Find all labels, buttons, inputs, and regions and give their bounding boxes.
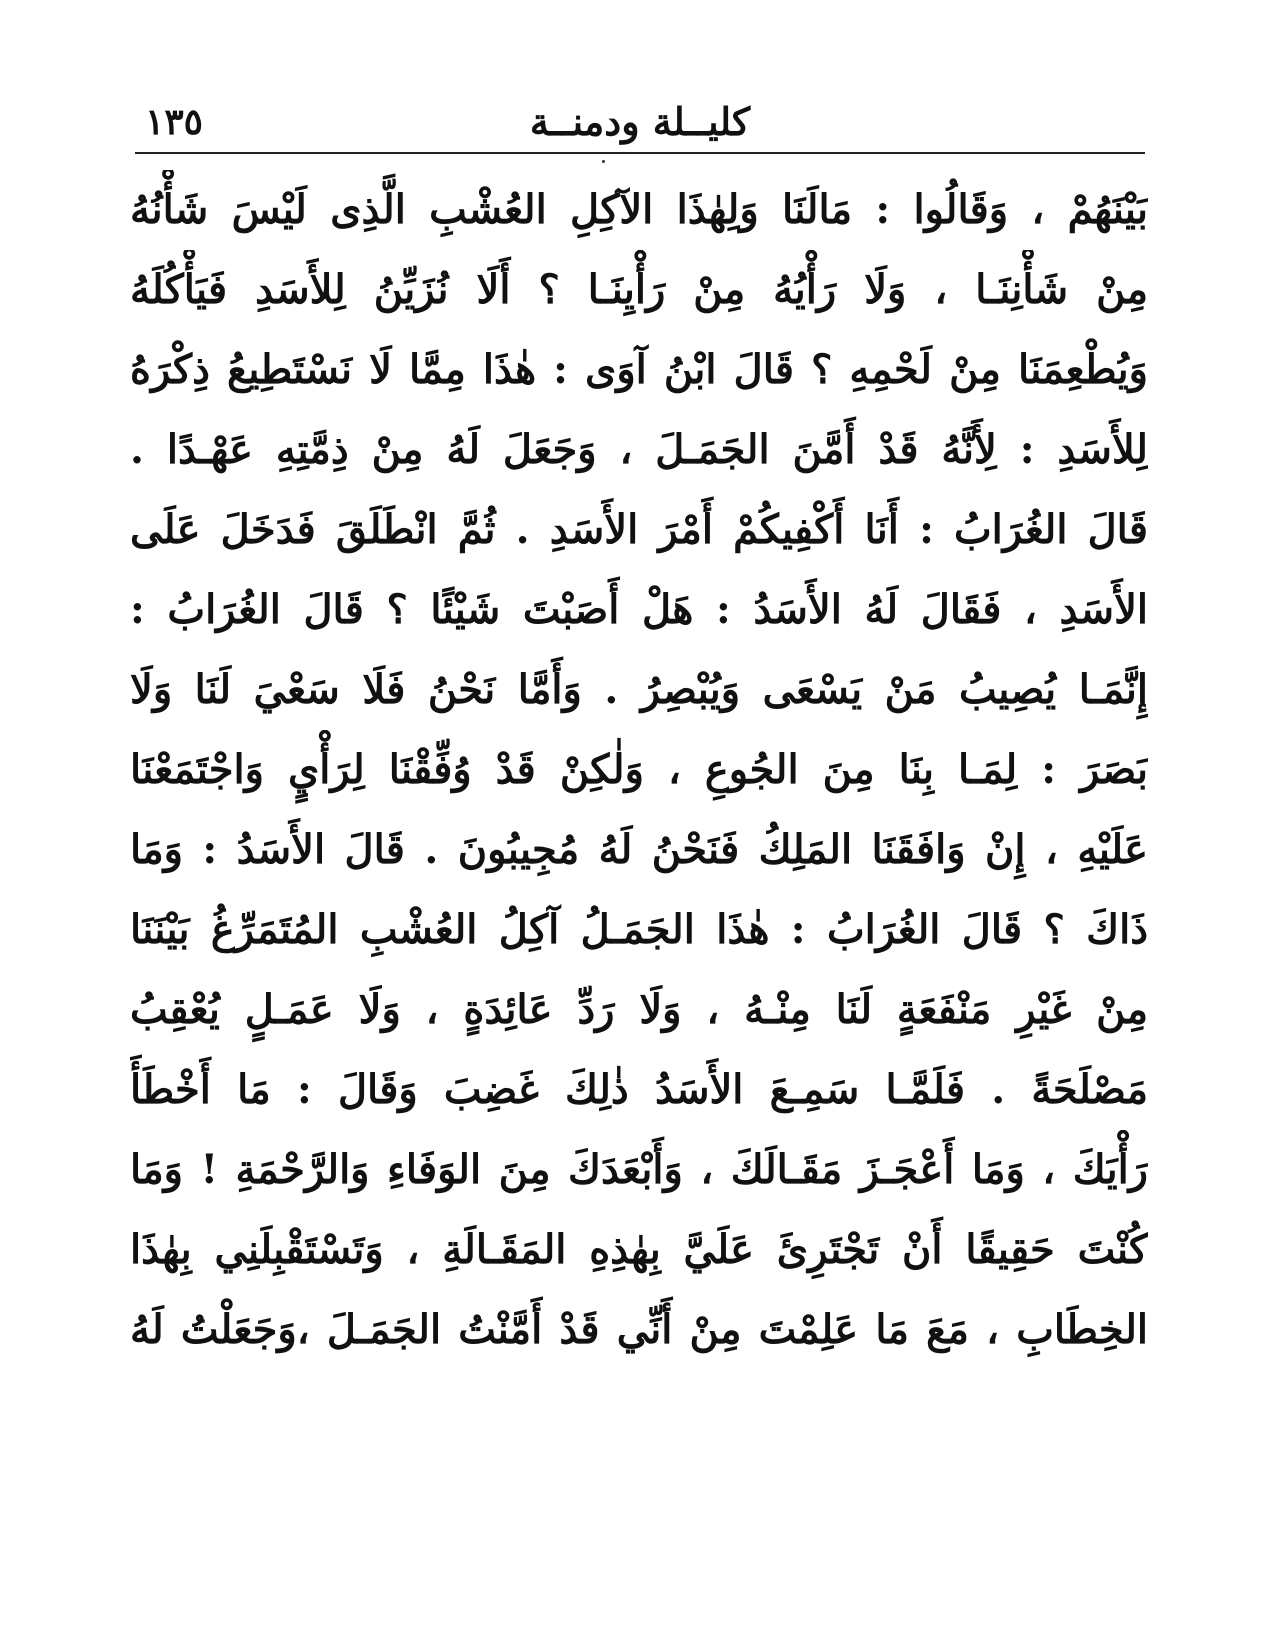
page-header (135, 92, 1145, 152)
page-number: ١٣٥ (145, 101, 204, 143)
text-line: وَيُطْعِمَنَا مِنْ لَحْمِهِ ؟ قَالَ ابْنُ آوَى : هٰذَا مِمَّا لَا نَسْتَطِيعُ ذِكْرَهُ (130, 346, 1148, 393)
text-line: رَأْيَكَ ، وَمَا أَعْجَـزَ مَقَـالَكَ ، وَأَبْعَدَكَ مِنَ الوَفَاءِ وَالرَّحْمَةِ ! وَمَا (130, 1146, 1148, 1193)
text-line: لِلأَسَدِ : لِأَنَّهُ قَدْ أَمَّنَ الجَمَـلَ ، وَجَعَلَ لَهُ مِنْ ذِمَّتِهِ عَهْـدًا . (130, 426, 1148, 473)
text-line: إِنَّمَـا يُصِيبُ مَنْ يَسْعَى وَيُبْصِرُ . وَأَمَّا نَحْنُ فَلَا سَعْيَ لَنَا وَلَا (130, 666, 1148, 713)
header-rule (135, 152, 1145, 154)
text-line: بَيْنَهُمْ ، وَقَالُوا : مَالَنَا وَلِهٰذَا الآكِلِ العُشْبِ الَّذِى لَيْسَ شَأْنُهُ (130, 186, 1148, 233)
text-line: كُنْتَ حَقِيقًا أَنْ تَجْتَرِئَ عَلَيَّ بِهٰذِهِ المَقَـالَةِ ، وَتَسْتَقْبِلَنِي بِهٰذَا (130, 1226, 1148, 1273)
text-line: مَصْلَحَةً . فَلَمَّـا سَمِـعَ الأَسَدُ ذٰلِكَ غَضِبَ وَقَالَ : مَا أَخْطَأَ (130, 1066, 1148, 1113)
text-line: مِنْ غَيْرِ مَنْفَعَةٍ لَنَا مِنْـهُ ، وَلَا رَدِّ عَائِدَةٍ ، وَلَا عَمَـلٍ يُعْقِبُ (130, 986, 1148, 1033)
body-text (130, 170, 1148, 1370)
text-line: الخِطَابِ ، مَعَ مَا عَلِمْتَ مِنْ أَنِّي قَدْ أَمَّنْتُ الجَمَـلَ ،وَجَعَلْتُ لَهُ (130, 1306, 1148, 1353)
text-line: ذَاكَ ؟ قَالَ الغُرَابُ : هٰذَا الجَمَـلُ آكِلُ العُشْبِ المُتَمَرِّغُ بَيْنَنَا (130, 906, 1148, 953)
text-line: بَصَرَ : لِمَـا بِنَا مِنَ الجُوعِ ، وَلٰكِنْ قَدْ وُفِّقْنَا لِرَأْيٍ وَاجْتَمَعْنَا (130, 746, 1148, 793)
text-line: قَالَ الغُرَابُ : أَنَا أَكْفِيكُمْ أَمْرَ الأَسَدِ . ثُمَّ انْطَلَقَ فَدَخَلَ عَلَى (130, 506, 1148, 553)
running-title: كليــلة ودمنــة (529, 99, 751, 144)
text-line: عَلَيْهِ ، إِنْ وَافَقَنَا المَلِكُ فَنَحْنُ لَهُ مُجِيبُونَ . قَالَ الأَسَدُ : وَمَا (130, 826, 1148, 873)
text-line: الأَسَدِ ، فَقَالَ لَهُ الأَسَدُ : هَلْ أَصَبْتَ شَيْئًا ؟ قَالَ الغُرَابُ : (130, 586, 1148, 633)
rule-dot (602, 160, 605, 163)
text-line: مِنْ شَأْنِنَـا ، وَلَا رَأْيُهُ مِنْ رَأْيِنَـا ؟ أَلَا نُزَيِّنُ لِلأَسَدِ فَيَأْكُلَهُ (130, 266, 1148, 313)
